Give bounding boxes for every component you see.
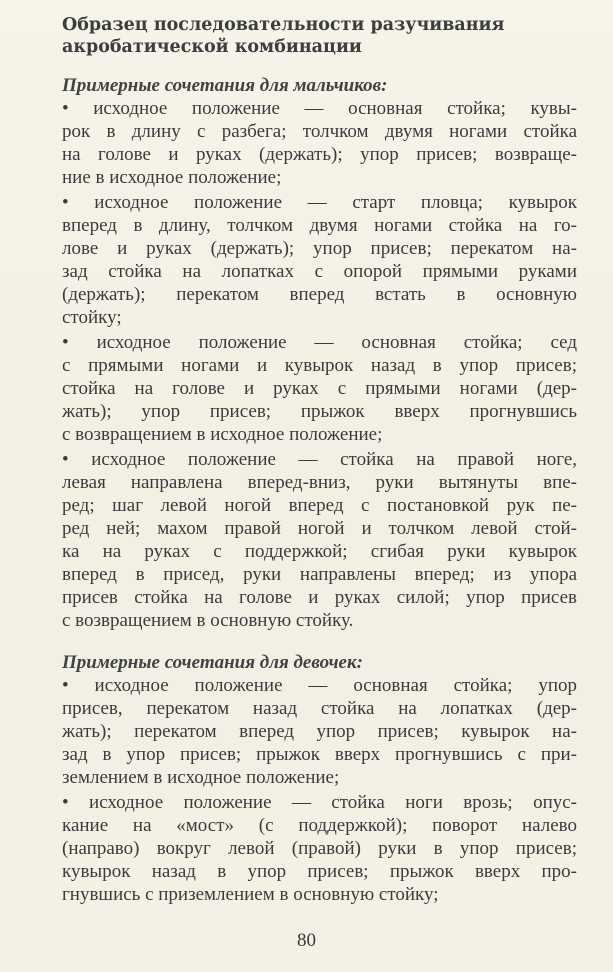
text-line: присев, перекатом назад стойка на лопатках (дер- [62,698,577,719]
text-line: землением в исходное положение; [62,767,340,788]
boys-item-2 [62,191,577,329]
text-line: • исходное положение — стойка на правой ноге, [62,449,577,470]
text-line: ред; шаг левой ногой вперед с постановкой рук пе- [62,495,577,516]
text-line: на голове и руках (держать); упор присев; возвраще- [62,144,577,165]
text-line: ка на руках с поддержкой; сгибая руки кувырок [62,541,577,562]
text-line: вперед в длину, толчком двумя ногами стойка на го- [62,215,577,236]
text-line: присев стойка на голове и руках силой; упор присев [62,587,577,608]
boys-item-4 [62,448,577,632]
text-line: гнувшись с приземлением в основную стойку; [62,884,439,905]
boys-section [62,74,577,632]
text-line: ред ней; махом правой ногой и толчком левой стой- [62,518,577,539]
text-line: ние в исходное положение; [62,167,282,188]
text-line: • исходное положение — старт пловца; кувырок [62,192,577,213]
text-line: зад стойка на лопатках с опорой прямыми руками [62,261,577,282]
girls-section [62,651,577,906]
girls-item-2 [62,791,577,906]
text-line: кувырок назад в упор присев; прыжок вверх про- [62,861,577,882]
title-line: Образец последовательности разучивания [62,15,505,35]
text-line: левая направлена вперед-вниз, руки вытянуты впе- [62,472,577,493]
text-line: лове и руках (держать); упор присев; перекатом на- [62,238,577,259]
text-line: с прямыми ногами и кувырок назад в упор присев; [62,355,577,376]
text-line: жать); упор присев; прыжок вверх прогнувшись [62,401,577,422]
text-line: • исходное положение — стойка ноги врозь; опус- [62,792,577,813]
text-line: жать); перекатом вперед упор присев; кувырок на- [62,721,577,742]
text-line: • исходное положение — основная стойка; кувы- [62,98,577,119]
page-number: 80 [297,930,316,951]
girls-item-1 [62,674,577,789]
text-line: стойка на голове и руках с прямыми ногами (дер- [62,378,577,399]
text-line: с возвращением в основную стойку. [62,610,354,631]
boys-heading: Примерные сочетания для мальчиков: [62,75,388,96]
text-line: зад в упор присев; прыжок вверх прогнувшись с при- [62,744,577,765]
text-line: кание на «мост» (с поддержкой); поворот налево [62,815,577,836]
section-title [62,14,582,58]
text-line: с возвращением в исходное положение; [62,424,383,445]
girls-heading: Примерные сочетания для девочек: [62,652,363,673]
text-line: стойку; [62,307,122,328]
text-line: • исходное положение — основная стойка; сед [62,332,577,353]
text-line: рок в длину с разбега; толчком двумя ногами стойка [62,121,577,142]
text-line: (держать); перекатом вперед встать в основную [62,284,577,305]
boys-item-3 [62,331,577,446]
boys-item-1 [62,97,577,189]
title-line: акробатической комбинации [62,37,362,57]
text-line: вперед в присед, руки направлены вперед; из упора [62,564,577,585]
text-line: (направо) вокруг левой (правой) руки в упор присев; [62,838,577,859]
text-line: • исходное положение — основная стойка; упор [62,675,577,696]
